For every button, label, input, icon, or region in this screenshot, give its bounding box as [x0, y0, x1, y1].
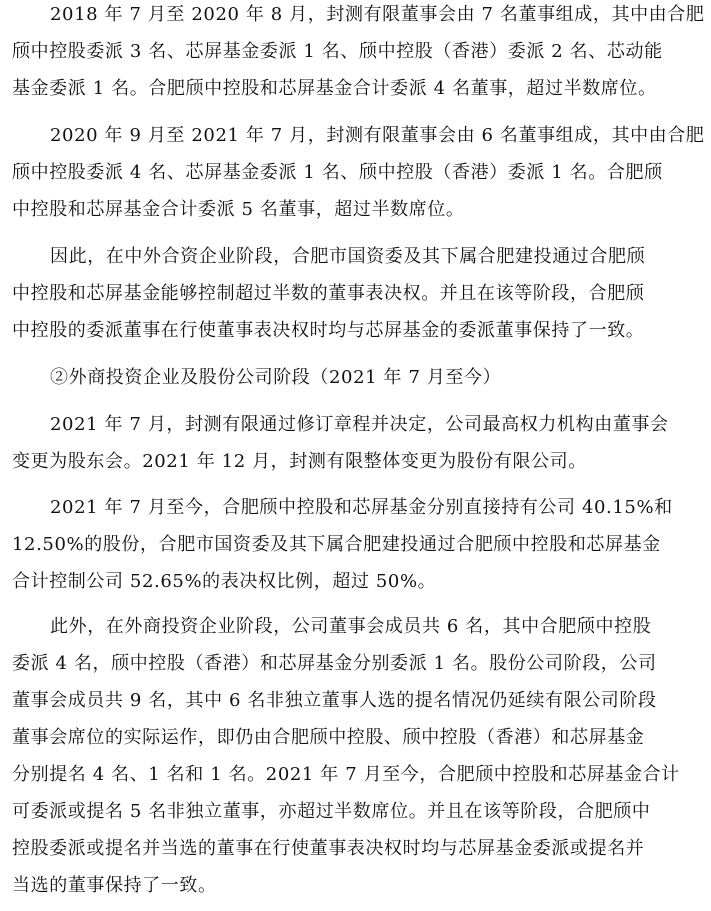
text-line: 可委派或提名 5 名非独立董事，亦超过半数席位。并且在该等阶段，合肥颀中 — [12, 801, 651, 822]
text-line: 12.50%的股份，合肥市国资委及其下属合肥建投通过合肥颀中控股和芯屏基金 — [12, 534, 661, 555]
text-line: 分别提名 4 名、1 名和 1 名。2021 年 7 月至今，合肥颀中控股和芯屏基金合计 — [12, 764, 680, 785]
text-line: 中控股的委派董事在行使董事表决权时均与芯屏基金的委派董事保持了一致。 — [12, 320, 645, 341]
text-line: 2018 年 7 月至 2020 年 8 月，封测有限董事会由 7 名董事组成，其中由合肥 — [50, 4, 705, 25]
text-line: 颀中控股委派 3 名、芯屏基金委派 1 名、颀中控股（香港）委派 2 名、芯动能 — [12, 41, 663, 62]
text-line: 因此，在中外合资企业阶段，合肥市国资委及其下属合肥建投通过合肥颀 — [50, 246, 646, 267]
text-line: 董事会席位的实际运作，即仍由合肥颀中控股、颀中控股（香港）和芯屏基金 — [12, 727, 645, 748]
paragraph-board-2020-2021 — [12, 117, 705, 228]
text-line: 变更为股东会。2021 年 12 月，封测有限整体变更为股份有限公司。 — [12, 451, 587, 472]
text-line: 中控股和芯屏基金能够控制超过半数的董事表决权。并且在该等阶段，合肥颀 — [12, 283, 645, 304]
paragraph-shareholding — [12, 489, 699, 600]
text-line: 当选的董事保持了一致。 — [12, 875, 217, 896]
text-line: 控股委派或提名并当选的董事在行使董事表决权时均与芯屏基金委派或提名并 — [12, 838, 645, 859]
paragraph-board-composition — [12, 608, 699, 904]
section-heading-foreign-invested-stage — [12, 359, 699, 396]
text-line: 2021 年 7 月至今，合肥颀中控股和芯屏基金分别直接持有公司 40.15%和 — [50, 497, 673, 518]
text-line: 董事会成员共 9 名，其中 6 名非独立董事人选的提名情况仍延续有限公司阶段 — [12, 690, 657, 711]
section-heading-text: ②外商投资企业及股份公司阶段（2021 年 7 月至今） — [50, 367, 502, 388]
paragraph-articles-amendment — [12, 406, 699, 480]
text-line: 2020 年 9 月至 2021 年 7 月，封测有限董事会由 6 名董事组成，其中由合肥 — [50, 125, 705, 146]
text-line: 合计控制公司 52.65%的表决权比例，超过 50%。 — [12, 571, 437, 592]
paragraph-board-2018-2020 — [12, 0, 705, 107]
text-line: 此外，在外商投资企业阶段，公司董事会成员共 6 名，其中合肥颀中控股 — [50, 616, 652, 637]
text-line: 2021 年 7 月，封测有限通过修订章程并决定，公司最高权力机构由董事会 — [50, 414, 669, 435]
text-line: 委派 4 名，颀中控股（香港）和芯屏基金分别委派 1 名。股份公司阶段，公司 — [12, 653, 657, 674]
text-line: 基金委派 1 名。合肥颀中控股和芯屏基金合计委派 4 名董事，超过半数席位。 — [12, 78, 657, 99]
paragraph-conclusion-jv-stage — [12, 238, 699, 349]
text-line: 中控股和芯屏基金合计委派 5 名董事，超过半数席位。 — [12, 199, 465, 220]
text-line: 颀中控股委派 4 名、芯屏基金委派 1 名、颀中控股（香港）委派 1 名。合肥颀 — [12, 162, 663, 183]
